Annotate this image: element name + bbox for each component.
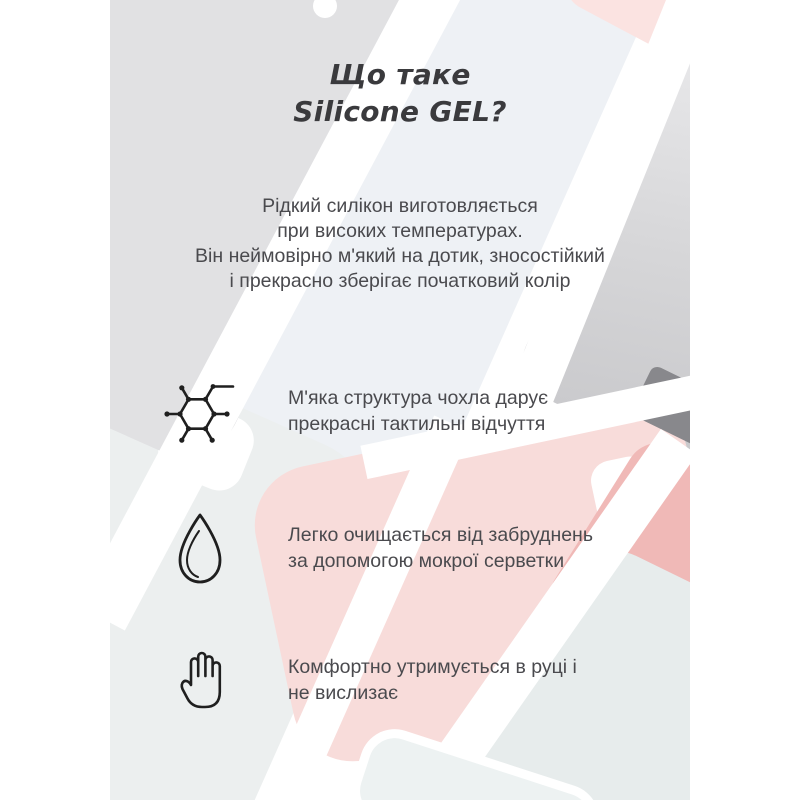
molecule-icon [150,368,250,454]
intro-line: Рідкий силікон виготовляється [262,195,538,217]
feature-text [288,385,548,437]
feature-text [288,654,577,706]
feature-line: М'яка структура чохла дарує [288,387,549,409]
feature-row-soft-structure [150,365,670,457]
feature-text [288,522,593,574]
intro-line: при високих температурах. [277,220,523,242]
hand-icon [150,647,250,713]
feature-row-easy-clean [150,505,670,591]
page-title [0,56,800,130]
page-title-line2: Silicone GEL? [293,95,507,128]
feature-line: за допомогою мокрої серветки [288,550,565,572]
feature-line: Легко очищається від забруднень [288,524,593,546]
intro-paragraph [0,194,800,294]
feature-line: Комфортно утримується в руці і [288,656,577,678]
feature-row-grip [150,640,670,720]
feature-line: не вислизає [288,682,399,704]
droplet-icon [150,509,250,587]
feature-line: прекрасні тактильні відчуття [288,413,546,435]
intro-line: Він неймовірно м'який на дотик, зносостійкий [195,245,605,267]
intro-line: і прекрасно зберігає початковий колір [229,270,571,292]
page-title-line1: Що таке [329,58,471,91]
